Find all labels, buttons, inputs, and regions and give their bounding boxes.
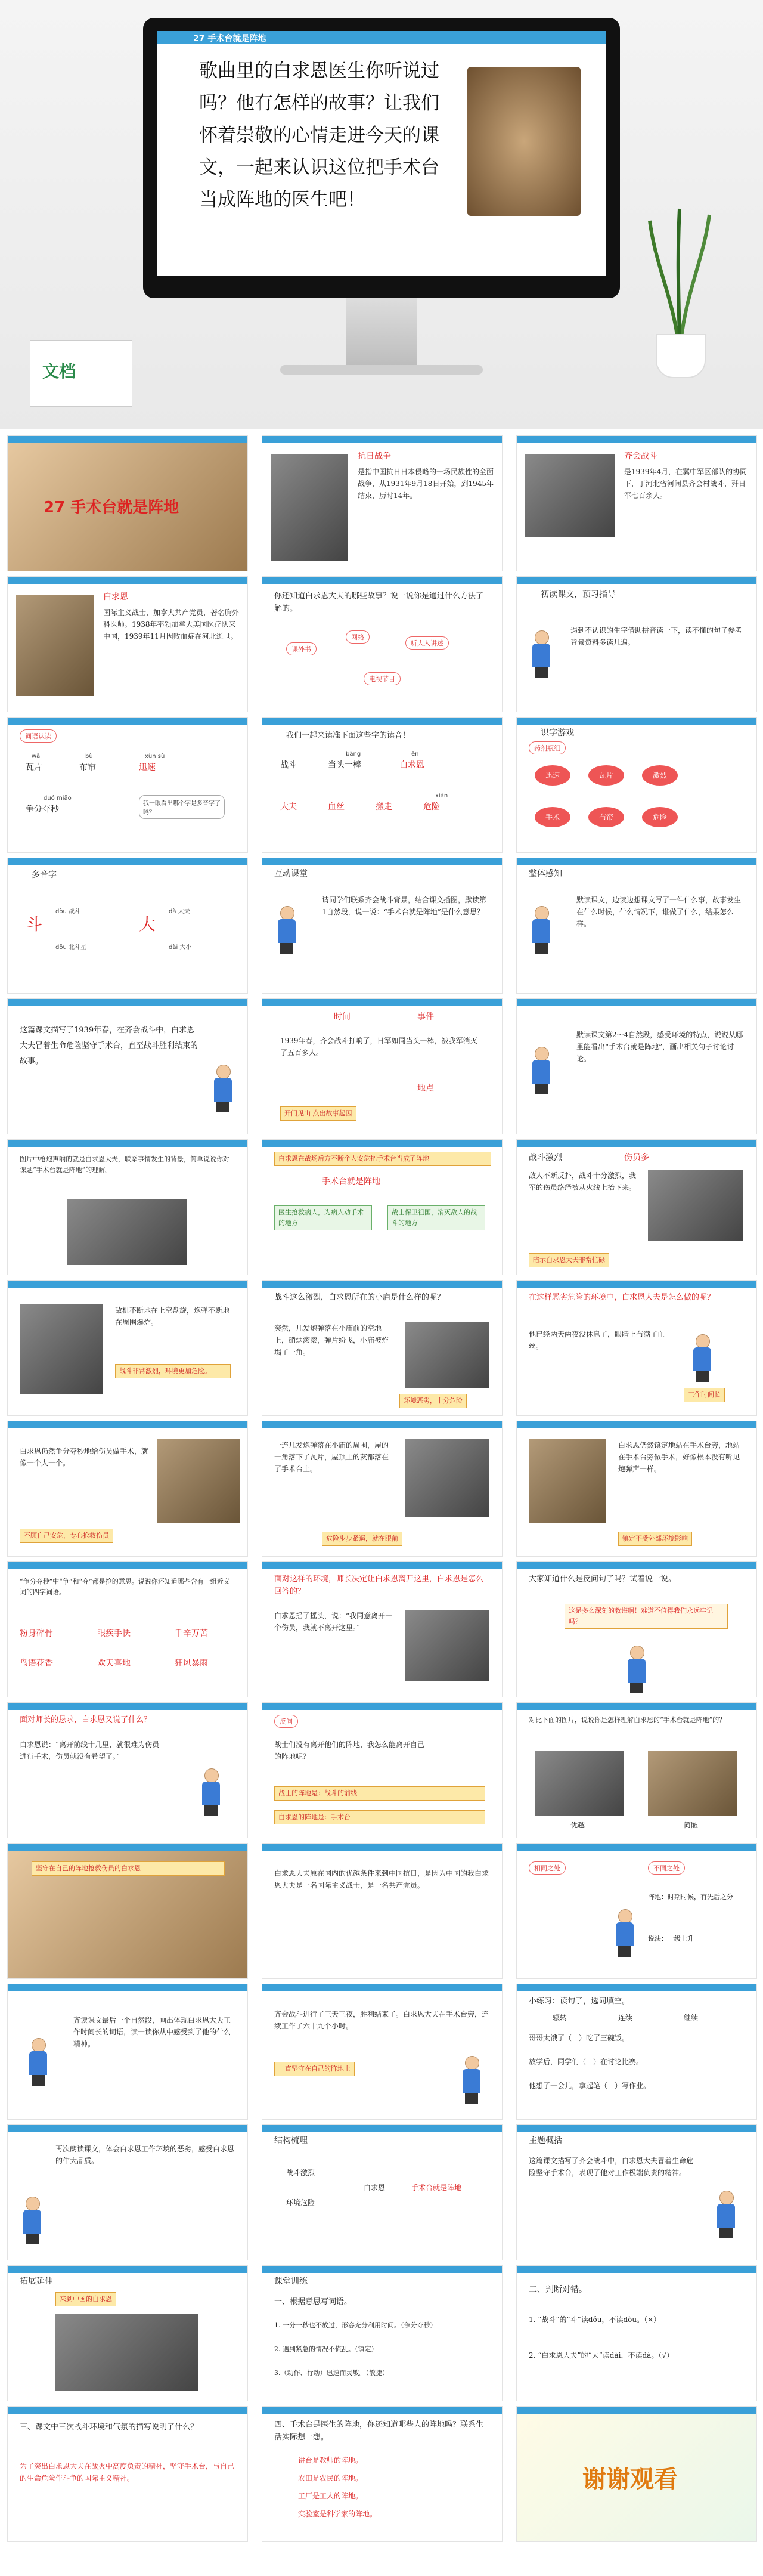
word-bottle[interactable]: 迅速: [535, 765, 570, 786]
slide-band: [517, 1281, 756, 1288]
slide-text: 这篇课文描写了齐会战斗中，白求恩大夫冒着生命危险坚守手术台，表现了他对工作极端负责的精神。: [529, 2157, 694, 2177]
slide-heading: 多音字: [32, 870, 57, 880]
slide-question: 面对这样的环境，师长决定让白求恩离开这里，白求恩是怎么回答的？: [274, 1575, 484, 1596]
slide-question: 四、手术台是医生的阵地，你还知道哪些人的阵地吗？联系生活实际想一想。: [274, 2420, 484, 2442]
scene-photo: [405, 1439, 489, 1517]
slide-polyphone: [7, 858, 248, 994]
slide-text: 战士们没有离开他们的阵地，我怎么能离开自己的阵地呢？: [274, 1740, 425, 1761]
slide-band: [517, 1562, 756, 1569]
scene-photo: [648, 1170, 743, 1241]
slide-band: [517, 2125, 756, 2132]
idiom: 眼疾手快: [97, 1629, 131, 1638]
slide-text: 这篇课文描写了1939年春，在齐会战斗中，白求恩大夫冒着生命危险坚守手术台，直至战斗胜利结束的故事。: [20, 1026, 198, 1066]
slide-text: 阵地：时期时候，有先后之分: [648, 1893, 733, 1901]
slide-band: [262, 1140, 502, 1147]
slide-heading: 拓展延伸: [20, 2277, 53, 2286]
answer-line: 实验室是科学家的阵地。: [298, 2510, 377, 2518]
exercise-heading: 一、根据意思写词语。: [274, 2297, 352, 2306]
pinyin: xùn sù: [145, 753, 165, 760]
slide-text: 对比下面的图片，说说你是怎样理解白求恩的“手术台就是阵地”的？: [529, 1716, 726, 1724]
word: 布帘: [79, 763, 96, 772]
slide-similar: [516, 1843, 757, 1979]
slide-text: 1939年春，齐会战斗打响了，日军如同当头一棒，被我军消灭了五百多人。: [280, 1037, 477, 1057]
intro-text: 歌曲里的白求恩医生你听说过吗？他有怎样的故事？让我们怀着崇敬的心情走进今天的课文，一起来认识这位把手术台当成阵地的医生吧！: [199, 60, 439, 211]
screen-tag: 27 手术台就是阵地: [193, 34, 266, 44]
word: 血丝: [328, 802, 345, 812]
slide-question: 在这样恶劣危险的环境中，白求恩大夫是怎么做的呢？: [529, 1293, 715, 1302]
slide-band: [8, 436, 247, 443]
word: 搬走: [376, 802, 392, 812]
soldier-figure: [459, 2056, 483, 2104]
reading: dǒu 北斗星: [55, 944, 86, 951]
slide-danger: [262, 1421, 503, 1557]
surgery-photo: [529, 1439, 606, 1523]
hospital-photo: [535, 1751, 624, 1816]
slide-title: [7, 435, 248, 571]
slide-band: [8, 999, 247, 1006]
sub-heading: 来到中国的白求恩: [55, 2292, 116, 2306]
slide-text: 默读课文，边读边想课文写了一件什么事，故事发生在什么时候，什么情况下，谁做了什么，结果怎么样。: [576, 896, 742, 928]
word: 白求恩: [399, 760, 424, 770]
slide-band: [8, 2407, 247, 2414]
reading: dòu 战斗: [55, 908, 80, 915]
exercise-line: 3.（动作、行动）迅速而灵敏。（敏捷）: [274, 2369, 389, 2377]
scene-photo: [405, 1610, 489, 1681]
slide-text: 为了突出白求恩大夫在战火中高度负责的精神，坚守手术台，与自己的生命危险作斗争的国际主义精神。: [20, 2462, 235, 2482]
structure-item: 战斗激烈: [286, 2169, 315, 2177]
slide-war: [262, 435, 503, 571]
slide-task: [516, 998, 757, 1134]
slide-heading: 战斗激烈: [529, 1153, 562, 1162]
slide-overview: [516, 858, 757, 994]
hero-banner: [0, 0, 763, 429]
pinyin: ēn: [411, 751, 419, 757]
slide-text: 白求恩仍然争分夺秒地给伤员做手术，就像一个人一个。: [20, 1447, 149, 1467]
monitor: [143, 18, 620, 298]
slide-text: 国际主义战士，加拿大共产党员，著名胸外科医师。1938年率领加拿大美国医疗队来中国，1939年11月因败血症在河北逝世。: [103, 608, 240, 641]
source-pill: 听大人讲述: [405, 636, 449, 650]
word: 危险: [423, 802, 440, 812]
slide-picture: [7, 1139, 248, 1275]
slide-fierce: [516, 1139, 757, 1275]
slide-timeline: [262, 998, 503, 1134]
slide-text: 白求恩摇了摇头，说：“我同意离开一个伤员，我就不离开这里。”: [274, 1612, 393, 1632]
slide-q3: [7, 2406, 248, 2542]
slide-text: 白求恩大夫原在国内的优越条件来到中国抗日，是因为中国的我白求恩大夫是一名国际主义战士，是一名共产党员。: [274, 1869, 489, 1890]
idiom: 狂风暴雨: [175, 1659, 208, 1668]
battle-photo: [525, 454, 615, 537]
reading: dà 大夫: [169, 908, 190, 915]
slide-text: 突然，几发炮弹落在小庙前的空地上，硝烟滚滚，弹片纷飞，小庙被炸塌了一角。: [274, 1324, 389, 1356]
monitor-base: [280, 365, 483, 375]
calendar: [30, 340, 132, 407]
source-pill: 网络: [346, 630, 370, 644]
slide-judge: [516, 2265, 757, 2401]
slide-question: 面对师长的恳求，白求恩又说了什么？: [20, 1715, 152, 1724]
highlight-box: 开门见山 点出故事起因: [280, 1106, 356, 1121]
slide-rhetorical: [262, 1702, 503, 1838]
slide-heading: 二、判断对错。: [529, 2285, 587, 2294]
slide-illustration: [7, 1843, 248, 1979]
slide-band: [517, 2407, 756, 2414]
slide-heading: 识字游戏: [541, 728, 574, 738]
pinyin: xiǎn: [435, 793, 448, 799]
reading: dài 大小: [169, 944, 192, 951]
slide-heading: 主题概括: [529, 2136, 562, 2145]
idiom: 鸟语花香: [20, 1659, 53, 1668]
word-bottle[interactable]: 瓦片: [588, 765, 624, 786]
highlight-box: 暗示白求恩大夫非常忙碌: [529, 1253, 609, 1267]
slide-band: [262, 1703, 502, 1710]
choice: 继续: [684, 2014, 699, 2022]
slide-operating: [7, 1421, 248, 1557]
word-bottle[interactable]: 危险: [642, 807, 678, 827]
slide-band: [8, 1140, 247, 1147]
slide-rhetoric: [516, 1561, 757, 1697]
slide-exercise: [262, 2265, 503, 2401]
slide-readings: [262, 717, 503, 853]
slide-extension: [7, 2265, 248, 2401]
slide-band: [262, 1984, 502, 1991]
word: 瓦片: [26, 763, 42, 772]
badge: 相同之处: [529, 1861, 566, 1875]
slide-band: [262, 1281, 502, 1288]
slide-question: 战斗这么激烈，白求恩所在的小庙是什么样的呢？: [274, 1293, 445, 1302]
slide-stories: [262, 576, 503, 712]
badge: 反问: [274, 1715, 298, 1728]
slide-band: [262, 2266, 502, 2273]
slide-structure: [262, 2124, 503, 2260]
surgery-photo: [157, 1439, 240, 1523]
slide-heading: 课堂训练: [274, 2277, 308, 2286]
monitor-stand: [346, 298, 417, 370]
slide-text: 白求恩说：“离开前线十几里，就很难为伤员进行手术，伤员就没有希望了。”: [20, 1740, 160, 1761]
pinyin: bàng: [346, 751, 361, 757]
slide-band: [8, 1984, 247, 1991]
monitor-screen: [157, 31, 606, 276]
war-photo: [271, 454, 348, 561]
slide-preread: [516, 576, 757, 712]
word: 战斗: [280, 760, 297, 770]
source-pill: 课外书: [286, 642, 317, 655]
slide-band: [517, 1140, 756, 1147]
word-bottle[interactable]: 手术: [535, 807, 570, 827]
slide-heading: 手术台就是阵地: [322, 1177, 380, 1186]
slide-band: [517, 2266, 756, 2273]
temple-photo: [405, 1322, 489, 1388]
slide-band: [262, 1844, 502, 1851]
slide-summary: [7, 998, 248, 1134]
caption: 简陋: [684, 1821, 699, 1829]
answer-line: 讲台是教师的阵地。: [298, 2456, 363, 2464]
highlight-box: 白求恩在战场后方不断个人安危把手术台当成了阵地: [274, 1152, 491, 1166]
pinyin: wǎ: [32, 753, 41, 760]
slide-battle: [516, 435, 757, 571]
slide-text: 是1939年4月，在冀中军区部队的协同下，于河北省河间县齐会村战斗，歼日军七百余人。: [624, 468, 748, 500]
slide-text: 说法：一级上升: [648, 1935, 694, 1943]
slide-band: [262, 858, 502, 865]
slide-band: [8, 1281, 247, 1288]
answer-line: 工厂是工人的阵地。: [298, 2492, 363, 2500]
student-figure: [624, 1646, 648, 1693]
highlight-box: 不顾自己安危，专心抢救伤员: [20, 1529, 113, 1543]
student-figure: [274, 906, 298, 954]
choice: 连续: [618, 2014, 633, 2022]
slide-band: [8, 718, 247, 725]
highlight-box: 危险步步紧逼，就在眼前: [322, 1532, 402, 1546]
idiom: 粉身碎骨: [20, 1629, 53, 1638]
slide-text: 他已经两天两夜没休息了，眼睛上布满了血丝。: [529, 1330, 665, 1350]
exercise-line: 1. 一分一秒也不放过，形容充分利用时间。（争分夺秒）: [274, 2321, 437, 2329]
slide-band: [262, 2125, 502, 2132]
slide-text: “争分夺秒”中“争”和“夺”都是抢的意思。说说你还知道哪些含有一组近义词的四字词语。: [20, 1578, 230, 1596]
soldier-figure: [714, 2191, 737, 2238]
slide-reread: [7, 2124, 248, 2260]
scene-photo: [67, 1199, 187, 1265]
highlight-box: 战斗非常激烈，环境更加危险。: [115, 1364, 231, 1378]
slide-band: [517, 1984, 756, 1991]
structure-item: 白求恩: [364, 2184, 386, 2192]
word-bottle[interactable]: 布帘: [588, 807, 624, 827]
thanks-text: 谢谢观看: [582, 2465, 678, 2493]
slide-text: 一连几发炮弹落在小庙的周围，屋的一角落下了瓦片，屋顶上的灰都落在了手术台上。: [274, 1441, 389, 1473]
slide-heading: 大家知道什么是反问句了吗？试着说一说。: [529, 1575, 677, 1584]
slide-heading: 小练习：读句子，选词填空。: [529, 1997, 630, 2006]
meaning-box: 战士保卫祖国，消灭敌人的战斗的地方: [387, 1205, 485, 1230]
slide-heading: 互动课堂: [274, 869, 308, 879]
word: 迅速: [139, 763, 156, 772]
plant-pot: [656, 334, 706, 378]
slide-text: 白求恩仍然镇定地站在手术台旁，地站在手术台旁做手术，好像根本没有听见炮弹声一样。: [618, 1441, 740, 1473]
slide-heading: 齐会战斗: [624, 452, 657, 461]
history-photo: [55, 2314, 198, 2391]
source-pill: 电视节目: [364, 672, 401, 685]
slide-heading: 初读课文，预习指导: [541, 590, 616, 599]
slide-band: [8, 1562, 247, 1569]
label-time: 时间: [334, 1012, 351, 1022]
word: 当头一棒: [328, 760, 361, 770]
meaning-box: 医生抢救病人，为病人动手术的地方: [274, 1205, 372, 1230]
position-box: 战士的阵地是：战斗的前线: [274, 1786, 485, 1801]
exercise-line: 1. “战斗”的“斗”读dǒu，不读dòu。（×）: [529, 2315, 661, 2324]
sentence: 哥哥太饿了（ ）吃了三碗饭。: [529, 2034, 629, 2042]
highlight-box: 工作时间长: [684, 1388, 725, 1402]
slide-text: 图片中枪炮声响的就是白求恩大夫，联系事情发生的背景，简单说说你对课题“手术台就是阵地”的理解。: [20, 1155, 229, 1174]
bethune-photo: [16, 595, 94, 696]
slide-question: 你还知道白求恩大夫的哪些故事？说一说你是通过什么方法了解的。: [274, 592, 484, 613]
slide-band: [517, 1703, 756, 1710]
slide-question: 三、课文中三次战斗环境和气氛的描写说明了什么？: [20, 2423, 198, 2432]
slide-band: [517, 1844, 756, 1851]
badge: 药剂瓶组: [529, 741, 566, 754]
slide-compare: [516, 1702, 757, 1838]
highlight-box: 镇定不受外部环境影响: [618, 1532, 692, 1546]
answer-line: 农田是农民的阵地。: [298, 2474, 363, 2482]
choice: 辗转: [553, 2014, 567, 2022]
slide-response: [516, 1280, 757, 1416]
slide-plea: [7, 1702, 248, 1838]
slide-text: 是指中国抗日日本侵略的一场民族性的全面战争，从1931年9月18日开始，到1945年结束，历时14年。: [358, 468, 494, 500]
slide-heading: 整体感知: [529, 869, 562, 879]
slide-band: [262, 718, 502, 725]
slide-bombing: [7, 1280, 248, 1416]
slide-band: [262, 1421, 502, 1428]
slide-text: 敌机不断地在上空盘旋，炮弹不断地在周围爆炸。: [115, 1306, 230, 1326]
slide-band: [8, 1844, 247, 1851]
char: 大: [139, 914, 156, 934]
char: 斗: [26, 914, 43, 934]
slide-bethune: [7, 576, 248, 712]
pinyin: bù: [85, 753, 93, 760]
idiom: 欢天喜地: [97, 1659, 131, 1668]
slide-band: [8, 858, 247, 865]
slide-band: [262, 999, 502, 1006]
slide-text: 遇到不认识的生字借助拼音读一下，读不懂的句子参考背景资料多读几遍。: [570, 626, 743, 647]
slide-text: 齐会战斗进行了三天三夜，胜利结束了。白求恩大夫在手术台旁，连续工作了六十九个小时。: [274, 2010, 489, 2030]
slide-reply: [262, 1561, 503, 1697]
slide-band: [8, 1421, 247, 1428]
soldier-figure: [210, 1065, 234, 1112]
slide-band: [517, 858, 756, 865]
word-bottle[interactable]: 激烈: [642, 765, 678, 786]
pinyin: duó miǎo: [44, 795, 72, 802]
slide-band: [517, 436, 756, 443]
slide-band: [262, 436, 502, 443]
highlight-box: 环境恶劣，十分危险: [399, 1394, 467, 1408]
slide-band: [262, 1562, 502, 1569]
caption-box: 坚守在自己的阵地抢救伤员的白求恩: [32, 1861, 225, 1876]
badge: 不同之处: [648, 1861, 685, 1875]
position-box: 白求恩的阵地是：手术台: [274, 1810, 485, 1824]
slide-reason: [262, 1843, 503, 1979]
temple-photo: [648, 1751, 737, 1816]
slide-text: 齐读课文最后一个自然段，画出体现白求恩大夫工作时间长的词语，读一读你从中感受到了他的什么精神。: [73, 2016, 231, 2048]
soldier-figure: [198, 1768, 222, 1816]
idiom: 千辛万苦: [175, 1629, 208, 1638]
bethune-portrait: [467, 67, 581, 216]
slide-last-para: [7, 1984, 248, 2120]
slide-topic: [262, 1139, 503, 1275]
structure-item: 环境危险: [286, 2198, 315, 2207]
slide-band: [8, 1703, 247, 1710]
bombing-photo: [20, 1304, 103, 1394]
slide-band: [8, 2125, 247, 2132]
slide-thanks: [516, 2406, 757, 2542]
student-figure: [612, 1909, 636, 1957]
slide-heading: 白求恩: [103, 592, 128, 602]
highlight-box: 一直坚守在自己的阵地上: [274, 2062, 355, 2076]
student-figure: [529, 630, 553, 678]
slide-theme: [516, 2124, 757, 2260]
slide-q4: [262, 2406, 503, 2542]
sentence: 放学后，同学们（ ）在讨论比赛。: [529, 2058, 644, 2066]
caption: 优越: [570, 1821, 585, 1829]
word: 大夫: [280, 802, 297, 812]
slide-words: [7, 717, 248, 853]
slide-interact: [262, 858, 503, 994]
label-place: 地点: [417, 1084, 434, 1093]
slide-band: [517, 718, 756, 725]
highlight-box: 这是多么深刻的教诲啊！难道不值得我们永远牢记吗？: [565, 1604, 728, 1629]
exercise-line: 2. 遇到紧急的情况不慌乱。（镇定）: [274, 2345, 378, 2353]
slide-band: [517, 577, 756, 584]
teacher-figure: [529, 1047, 553, 1094]
slide-calm: [516, 1421, 757, 1557]
teacher-figure: [26, 2038, 49, 2086]
slide-band: [262, 577, 502, 584]
slide-text: 再次朗读课文，体会白求恩工作环境的恶劣，感受白求恩的伟大品质。: [55, 2145, 235, 2165]
slide-text: 敌人不断反扑，战斗十分激烈，我军的伤员络绎被从火线上抬下来。: [529, 1171, 637, 1192]
slide-heading: 抗日战争: [358, 452, 391, 461]
slide-band: [517, 999, 756, 1006]
soldier-figure: [690, 1334, 714, 1382]
sentence: 他想了一会儿，拿起笔（ ）写作业。: [529, 2082, 651, 2090]
slide-heading: 我们一起来读准下面这些字的读音！: [286, 731, 411, 740]
teacher-figure: [529, 906, 553, 954]
slide-game: [516, 717, 757, 853]
slide-duration: [262, 1984, 503, 2120]
slide-idioms: [7, 1561, 248, 1697]
tip-bubble: 我一眼看出哪个字是多音字了吗？: [139, 795, 225, 819]
structure-item: 手术台就是阵地: [411, 2184, 462, 2192]
slide-temple: [262, 1280, 503, 1416]
slide-band: [517, 1421, 756, 1428]
slide-fill-blank: [516, 1984, 757, 2120]
student-figure: [20, 2197, 44, 2244]
slide-heading: 结构梳理: [274, 2136, 308, 2145]
brand-logo: 文档: [42, 361, 76, 381]
slide-band: [262, 2407, 502, 2414]
slide-band: [8, 577, 247, 584]
slide-band: [8, 2266, 247, 2273]
slide-text: 请同学们联系齐会战斗背景，结合课文插图，默读第1自然段，说一说：“手术台就是阵地”是什么意思？: [322, 896, 487, 916]
sub-heading: 伤员多: [624, 1153, 649, 1162]
word: 争分夺秒: [26, 805, 59, 814]
exercise-line: 2. “白求恩大夫”的“大”读dài，不读dà。（√）: [529, 2351, 674, 2359]
badge: 词语认读: [20, 729, 57, 743]
slide-heading: 27 手术台就是阵地: [44, 499, 179, 517]
label-event: 事件: [417, 1012, 434, 1022]
slide-text: 默读课文第2～4自然段，感受环境的特点，说说从哪里能看出“手术台就是阵地”，画出相关句子讨论讨论。: [576, 1031, 743, 1063]
